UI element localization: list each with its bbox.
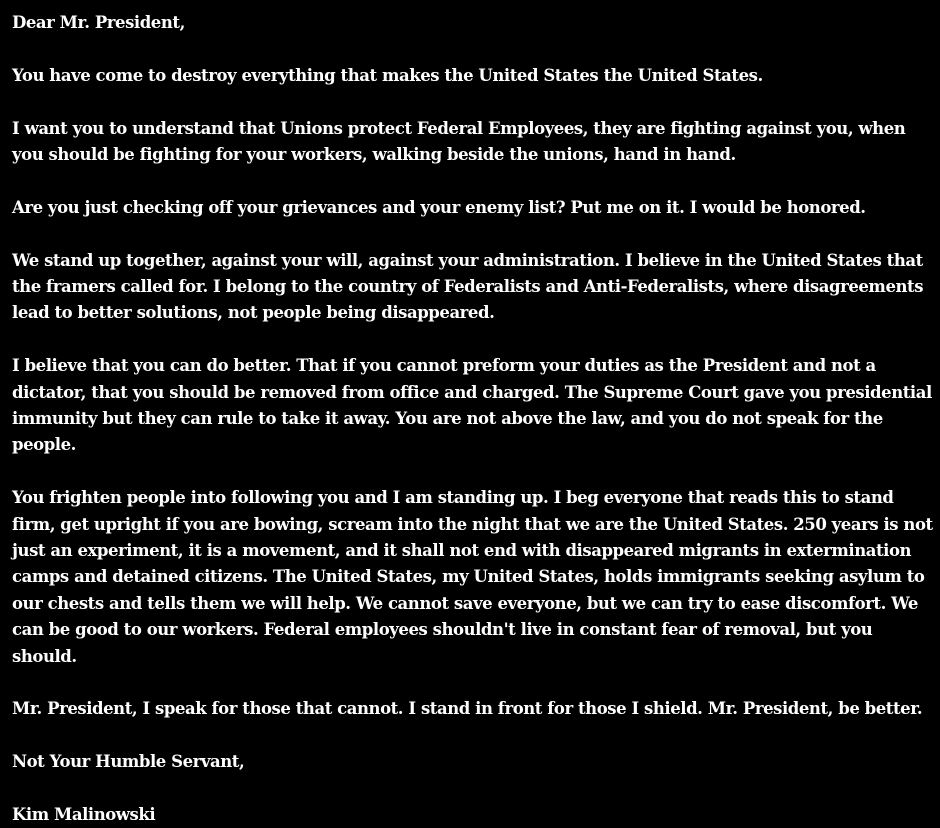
salutation: Dear Mr. President, [12,13,185,32]
paragraph-4: We stand up together, against your will, against your administration. I believe in the United States that the framers called for. I belong to the country of Federalists and Anti-Federalists, where disagreements lead to better solutions, not people being disappeared. [12,250,924,323]
paragraph-7: Mr. President, I speak for those that cannot. I stand in front for those I shield. Mr. President, be better. [12,699,923,719]
paragraph-5: I believe that you can do better. That if you cannot preform your duties as the President and not a dictator, that you should be removed from office and charged. The Supreme Court gave you presidential immunity but they can rule to take it away. You are not above the law, and you do not speak for the people. [12,356,932,455]
letter-body [12,10,938,828]
paragraph-6: You frighten people into following you and I am standing up. I beg everyone that reads this to stand firm, get upright if you are bowing, scream into the night that we are the United States. 250 years is not just an experiment, it is a movement, and it shall not end with disappeared migrants in extermination camps and detained citizens. The United States, my United States, holds immigrants seeking asylum to our chests and tells them we will help. We cannot save everyone, but we can try to ease discomfort. We can be good to our workers. Federal employees shouldn't live in constant fear of removal, but you should. [12,488,933,666]
signature: Kim Malinowski [12,805,156,825]
paragraph-3: Are you just checking off your grievances and your enemy list? Put me on it. I would be honored. [12,197,866,217]
closing: Not Your Humble Servant, [12,752,245,772]
paragraph-2: I want you to understand that Unions protect Federal Employees, they are fighting against you, when you should be fighting for your workers, walking beside the unions, hand in hand. [12,118,906,164]
paragraph-1: You have come to destroy everything that makes the United States the United States. [12,65,763,85]
